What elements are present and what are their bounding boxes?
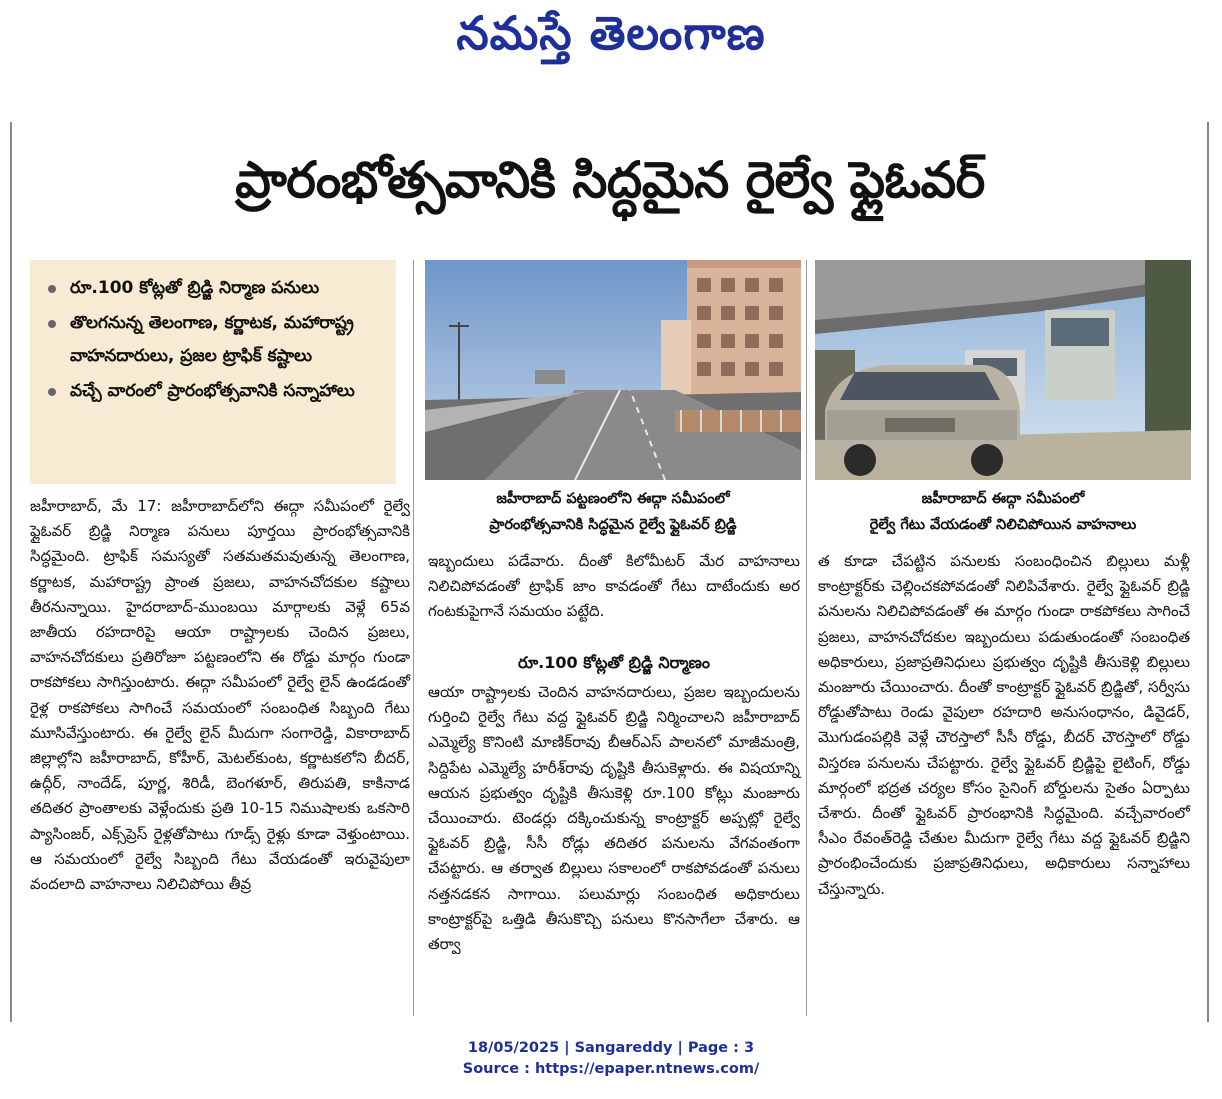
- highlights-box: [30, 260, 396, 484]
- article-column-1: జహీరాబాద్, మే 17: జహీరాబాద్‌లోని ఈద్గా సమీపంలో రైల్వే ఫ్లైఓవర్ బ్రిడ్జి నిర్మాణ పనులు పూర్తయి ప్రారంభోత్సవానికి సిద్ధమైంది. ట్రాఫిక్ సమస్యతో సతమతమవుతున్న తెలంగాణ, కర్ణాటక, మహారాష్ట్ర ప్రాంత ప్రజలు, వాహనచోదకుల కష్టాలు తీరనున్నాయి. హైదరాబాద్-ముంబయి మార్గాలకు వెళ్లే 65వ జాతీయ రహదారిపై ఆయా రాష్ట్రాలకు చెందిన ప్రజలు, వాహనచోదకులు ప్రతిరోజూ పట్టణంలోని ఈ రోడ్డు మార్గం గుండా రాకపోకలు సాగిస్తుంటారు. ఈద్గా సమీపంలో రైల్వే లైన్ ఉండడంతో రైళ్ల రాకపోకలు సాగించే సమయంలో సంబంధిత సిబ్బంది గేటు మూసివేస్తుంటారు. ఈ రైల్వే లైన్ మీదుగా సంగారెడ్డి, వికారాబాద్ జిల్లాల్లోని జహీరాబాద్, కోహీర్, మెటల్‌కుంట, కర్ణాటకలోని బీదర్, ఉద్గీర్, నాందేడ్, పూర్ణ, శిరిడీ, బెంగళూర్, తిరుపతి, కాకినాడ తదితర ప్రాంతాలకు వెళ్లేందుకు ప్రతి 10-15 నిముషాలకు ఒకసారి ప్యాసింజర్, ఎక్స్‌ప్రెస్ రైళ్లతోపాటు గూడ్స్ రైళ్లు కూడా వెళ్తుంటాయి. ఆ సమయంలో రైల్వే సిబ్బంది గేటు వేయడంతో ఇరువైపులా వందలాది వాహనాలు నిలిచిపోయి తీవ్ర: [30, 497, 410, 894]
- photo-caption: జహీరాబాద్ పట్టణంలోని ఈద్గా సమీపంలో ప్రారంభోత్సవానికి సిద్ధమైన రైల్వే ఫ్లైఓవర్ బ్రిడ్జి: [489, 491, 737, 533]
- article-column-3: త కూడా చేపట్టిన పనులకు సంబంధించిన బిల్లులు మళ్లీ కాంట్రాక్టర్‌కు చెల్లించకపోవడంతో నిలిపివేశారు. రైల్వే ఫ్లైఓవర్ బ్రిడ్జి పనులను నిలిచిపోవడంతో ఈ మార్గం గుండా రాకపోకలు సాగించే ప్రజలు, వాహనచోదకుల ఇబ్బందులు పడుతుండంతో సంబంధిత అధికారులు, ప్రజాప్రతినిధులు ప్రభుత్వం దృష్టికి తీసుకెళ్లి బిల్లులు మంజూరు చేయించారు. దీంతో కాంట్రాక్టర్ ఫ్లైఓవర్ బ్రిడ్జితో, సర్వీసు రోడ్డుతోపాటు రెండు వైపులా రహదారి అనుసంధానం, డివైడర్, మొగుడంపల్లికి వెళ్లే చౌరస్తాలో సీసీ రోడ్డు, బీదర్ చౌరస్తాలో రోడ్డు విస్తరణ పనులను చేపట్టారు. రైల్వే ఫ్లైఓవర్ బ్రిడ్జిపై లైటింగ్, రోడ్డు మార్గంలో భద్రత చర్యల కోసం సైనింగ్ బోర్డులను సైతం ఏర్పాటు చేశారు. దీంతో ఫ్లైఓవర్ ప్రారంభానికి సిద్ధమైంది. వచ్చేవారంలో సీఎం రేవంత్‌రెడ్డి చేతుల మీదుగా రైల్వే గేటు వద్ద ఫ్లైఓవర్ బ్రిడ్జిని ప్రారంభించేందుకు ప్రజాప్రతినిధులు, అధికారులు సన్నాహాలు చేస్తున్నారు.: [818, 552, 1190, 898]
- footer-source: Source : https://epaper.ntnews.com/: [462, 1061, 760, 1077]
- column-divider: [413, 260, 414, 1016]
- masthead-logo: నమస్తే తెలంగాణ: [456, 6, 766, 60]
- bullet-icon: [48, 285, 56, 293]
- highlight-item: తొలగనున్న తెలంగాణ, కర్ణాటక, మహారాష్ట్ర వాహనదారులు, ప్రజల ట్రాఫిక్ కష్టాలు: [44, 307, 386, 373]
- flyover-photo-illustration: [425, 260, 801, 480]
- traffic-photo: [815, 260, 1191, 480]
- bullet-icon: [48, 320, 56, 328]
- highlight-item: రూ.100 కోట్లతో బ్రిడ్జి నిర్మాణ పనులు: [44, 272, 386, 305]
- article-subheading: రూ.100 కోట్లతో బ్రిడ్జి నిర్మాణం: [518, 653, 710, 672]
- bullet-icon: [48, 388, 56, 396]
- highlight-item: వచ్చే వారంలో ప్రారంభోత్సవానికి సన్నాహాలు: [44, 375, 386, 408]
- headline: ప్రారంభోత్సవానికి సిద్ధమైన రైల్వే ఫ్లైఓవర్: [235, 151, 985, 209]
- article-column-2: ఆయా రాష్ట్రాలకు చెందిన వాహనదారులు, ప్రజల ఇబ్బందులను గుర్తించి రైల్వే గేటు వద్ద ఫ్లైఓవర్ బ్రిడ్జి నిర్మించాలని జహీరాబాద్ ఎమ్మెల్యే కొనింటి మాణిక్‌రావు బీఆర్‌ఎస్ పాలనలో మాజీమంత్రి, సిద్దిపేట ఎమ్మెల్యే హరీశ్‌రావు దృష్టికి తీసుకెళ్లారు. ఈ విషయాన్ని ఆయన ప్రభుత్వం దృష్టికి తీసుకెళ్లి రూ.100 కోట్లు మంజూరు చేయించారు. టెండర్లు దక్కించుకున్న కాంట్రాక్టర్ అప్పట్లో రైల్వే ఫ్లైఓవర్ బ్రిడ్జి, సీసీ రోడ్లు తదితర పనులను వేగవంతంగా చేపట్టారు. ఆ తర్వాత బిల్లులు సకాలంలో రాకపోవడంతో పనులు నత్తనడకన సాగాయి. పలుమార్లు సంబంధిత అధికారులు కాంట్రాక్టర్‌పై ఒత్తిడి తీసుకొచ్చి పనులు కొనసాగేలా చేశారు. ఆ తర్వా: [428, 683, 800, 954]
- photo-caption: జహీరాబాద్ ఈద్గా సమీపంలో రైల్వే గేటు వేయడంతో నిలిచిపోయిన వాహనాలు: [869, 491, 1137, 533]
- flyover-photo: [425, 260, 801, 480]
- article-column-2-intro: ఇబ్బందులు పడేవారు. దీంతో కిలోమీటర్ మేర వాహనాలు నిలిచిపోవడంతో ట్రాఫిక్ జాం కావడంతో గేటు దాటేందుకు అర గంటకుపైగానే సమయం పట్టేది.: [428, 552, 800, 621]
- footer-edition-info: 18/05/2025 | Sangareddy | Page : 3: [467, 1040, 755, 1056]
- traffic-photo-illustration: [815, 260, 1191, 480]
- column-divider: [806, 260, 807, 1016]
